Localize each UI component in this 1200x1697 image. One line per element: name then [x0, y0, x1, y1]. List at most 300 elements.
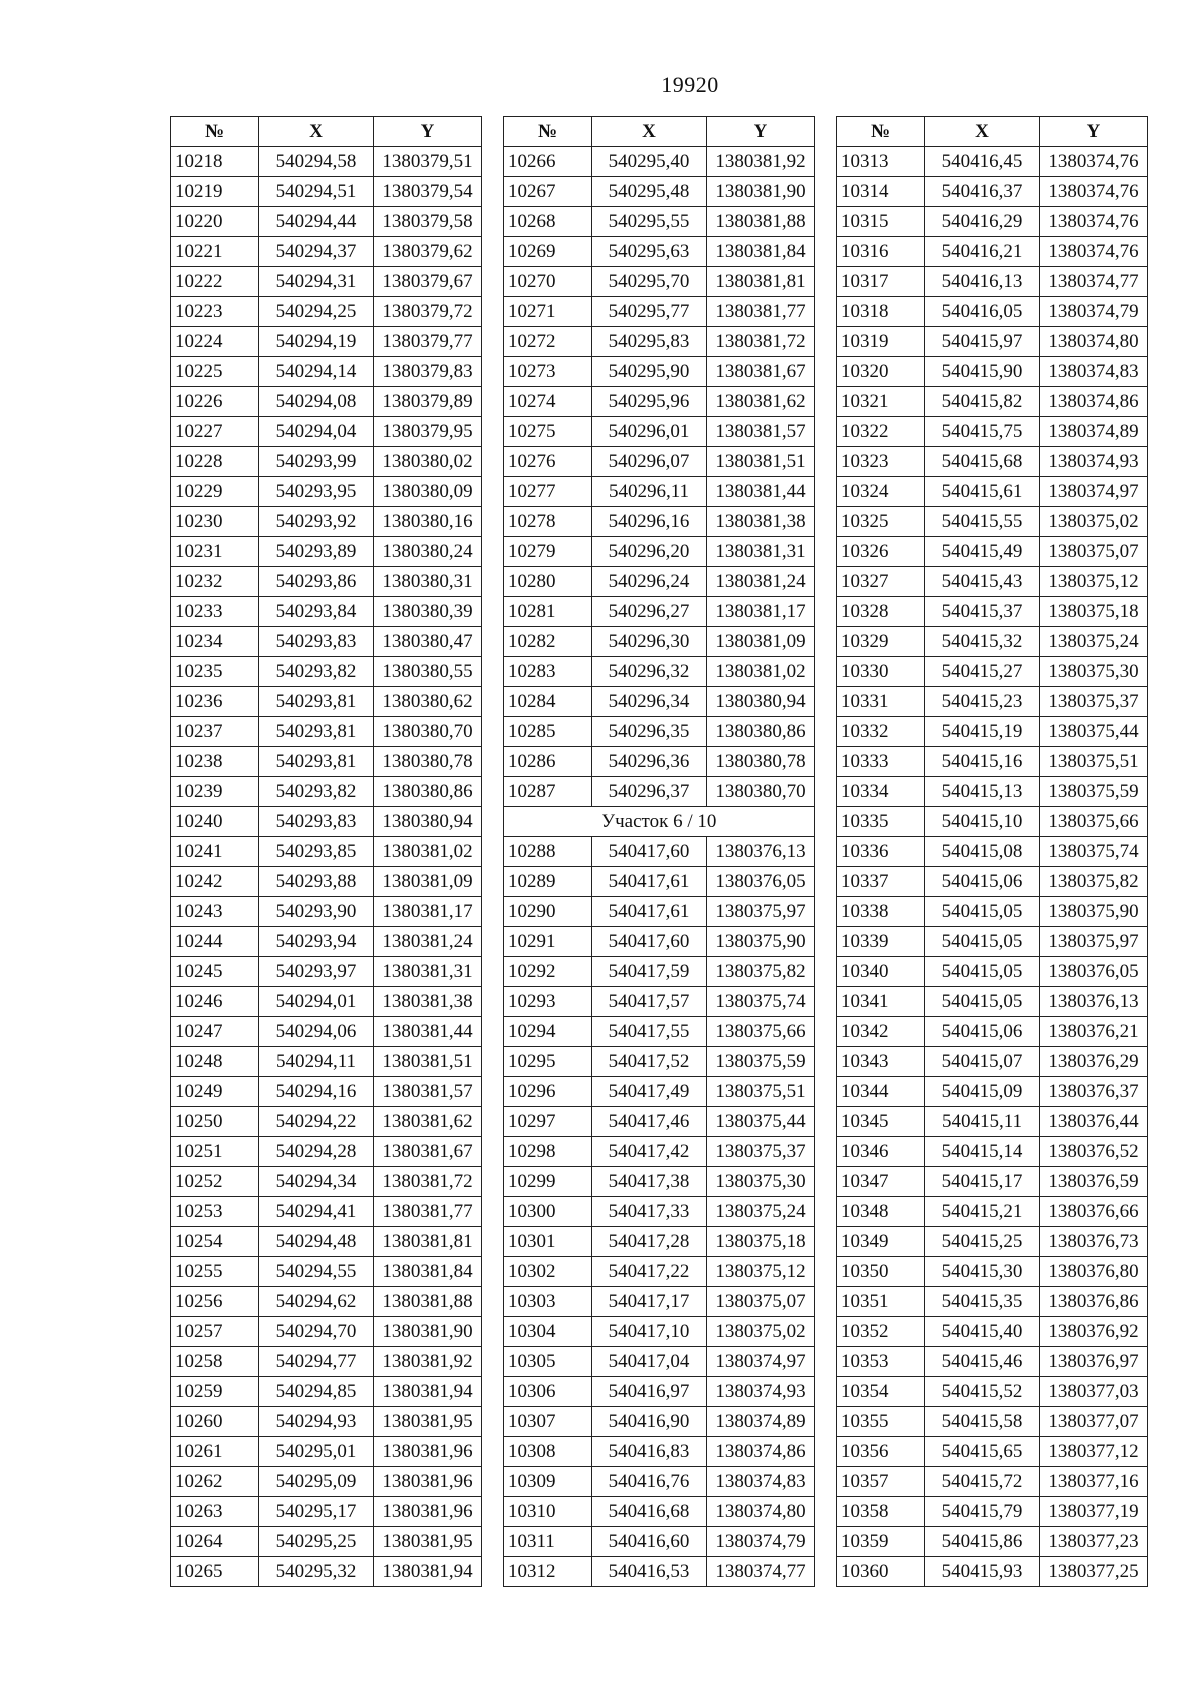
y-coordinate-cell: 1380375,37: [1040, 687, 1148, 717]
x-coordinate-cell: 540415,14: [925, 1137, 1040, 1167]
y-coordinate-cell: 1380381,51: [707, 447, 815, 477]
y-coordinate-cell: 1380381,94: [374, 1377, 482, 1407]
table-row: [837, 387, 1148, 417]
table-row: [504, 297, 815, 327]
x-coordinate-cell: 540417,61: [592, 897, 707, 927]
x-coordinate-cell: 540415,72: [925, 1467, 1040, 1497]
table-row: [837, 1077, 1148, 1107]
table-row: [837, 417, 1148, 447]
point-number-cell: 10253: [171, 1197, 259, 1227]
x-coordinate-cell: 540415,43: [925, 567, 1040, 597]
x-coordinate-cell: 540415,86: [925, 1527, 1040, 1557]
y-coordinate-cell: 1380376,44: [1040, 1107, 1148, 1137]
x-coordinate-cell: 540416,83: [592, 1437, 707, 1467]
table-row: [171, 747, 482, 777]
table-row: [171, 957, 482, 987]
x-coordinate-cell: 540294,77: [259, 1347, 374, 1377]
table-row: [171, 267, 482, 297]
x-coordinate-cell: 540416,97: [592, 1377, 707, 1407]
x-coordinate-cell: 540415,55: [925, 507, 1040, 537]
point-number-cell: 10236: [171, 687, 259, 717]
x-coordinate-cell: 540295,55: [592, 207, 707, 237]
x-coordinate-cell: 540293,86: [259, 567, 374, 597]
point-number-cell: 10266: [504, 147, 592, 177]
table-row: [837, 807, 1148, 837]
y-coordinate-cell: 1380375,30: [707, 1167, 815, 1197]
x-coordinate-cell: 540417,61: [592, 867, 707, 897]
y-coordinate-cell: 1380376,73: [1040, 1227, 1148, 1257]
point-number-cell: 10307: [504, 1407, 592, 1437]
y-coordinate-cell: 1380377,23: [1040, 1527, 1148, 1557]
x-coordinate-cell: 540415,19: [925, 717, 1040, 747]
y-coordinate-cell: 1380375,51: [1040, 747, 1148, 777]
x-coordinate-cell: 540293,81: [259, 747, 374, 777]
x-coordinate-cell: 540416,45: [925, 147, 1040, 177]
y-coordinate-cell: 1380376,05: [1040, 957, 1148, 987]
point-number-cell: 10289: [504, 867, 592, 897]
table-row: [837, 1017, 1148, 1047]
table-row: [171, 837, 482, 867]
y-coordinate-cell: 1380381,67: [374, 1137, 482, 1167]
table-row: [837, 537, 1148, 567]
x-coordinate-cell: 540415,05: [925, 897, 1040, 927]
table-body: [504, 147, 815, 1587]
point-number-cell: 10218: [171, 147, 259, 177]
point-number-cell: 10301: [504, 1227, 592, 1257]
point-number-cell: 10255: [171, 1257, 259, 1287]
table-row: [171, 1167, 482, 1197]
x-coordinate-cell: 540295,83: [592, 327, 707, 357]
y-coordinate-cell: 1380375,90: [707, 927, 815, 957]
table-row: [504, 687, 815, 717]
x-coordinate-cell: 540296,07: [592, 447, 707, 477]
x-coordinate-cell: 540294,04: [259, 417, 374, 447]
x-coordinate-cell: 540293,81: [259, 717, 374, 747]
x-coordinate-cell: 540296,20: [592, 537, 707, 567]
y-coordinate-cell: 1380375,44: [1040, 717, 1148, 747]
x-coordinate-cell: 540415,90: [925, 357, 1040, 387]
table-row: [837, 987, 1148, 1017]
table-row: [504, 327, 815, 357]
table-row: [171, 237, 482, 267]
point-number-cell: 10353: [837, 1347, 925, 1377]
point-number-cell: 10334: [837, 777, 925, 807]
y-coordinate-cell: 1380381,77: [707, 297, 815, 327]
point-number-cell: 10351: [837, 1287, 925, 1317]
point-number-cell: 10296: [504, 1077, 592, 1107]
table-row: [504, 447, 815, 477]
point-number-cell: 10222: [171, 267, 259, 297]
point-number-cell: 10283: [504, 657, 592, 687]
table-row: [504, 267, 815, 297]
x-coordinate-cell: 540415,27: [925, 657, 1040, 687]
x-coordinate-cell: 540293,85: [259, 837, 374, 867]
table-row: [837, 1527, 1148, 1557]
y-coordinate-cell: 1380375,66: [1040, 807, 1148, 837]
x-coordinate-cell: 540294,62: [259, 1287, 374, 1317]
x-coordinate-cell: 540293,81: [259, 687, 374, 717]
point-number-cell: 10238: [171, 747, 259, 777]
table-header-row: [837, 117, 1148, 147]
table-row: [504, 597, 815, 627]
table-row: [171, 447, 482, 477]
coordinates-table-2: [503, 116, 815, 1587]
y-coordinate-cell: 1380375,18: [1040, 597, 1148, 627]
x-coordinate-cell: 540415,09: [925, 1077, 1040, 1107]
table-row: [837, 897, 1148, 927]
point-number-cell: 10241: [171, 837, 259, 867]
table-row: [171, 1407, 482, 1437]
x-coordinate-cell: 540415,10: [925, 807, 1040, 837]
header-y: Y: [374, 117, 482, 147]
table-row: [504, 987, 815, 1017]
point-number-cell: 10321: [837, 387, 925, 417]
table-row: [837, 507, 1148, 537]
table-row: [837, 717, 1148, 747]
table-row: [171, 657, 482, 687]
table-row: [504, 1077, 815, 1107]
y-coordinate-cell: 1380374,76: [1040, 207, 1148, 237]
table-row: [504, 957, 815, 987]
x-coordinate-cell: 540415,08: [925, 837, 1040, 867]
point-number-cell: 10341: [837, 987, 925, 1017]
x-coordinate-cell: 540295,96: [592, 387, 707, 417]
x-coordinate-cell: 540294,14: [259, 357, 374, 387]
point-number-cell: 10247: [171, 1017, 259, 1047]
header-number: №: [837, 117, 925, 147]
point-number-cell: 10327: [837, 567, 925, 597]
x-coordinate-cell: 540293,94: [259, 927, 374, 957]
table-row: [837, 1137, 1148, 1167]
point-number-cell: 10339: [837, 927, 925, 957]
point-number-cell: 10271: [504, 297, 592, 327]
point-number-cell: 10292: [504, 957, 592, 987]
y-coordinate-cell: 1380376,86: [1040, 1287, 1148, 1317]
point-number-cell: 10312: [504, 1557, 592, 1587]
table-row: [171, 1197, 482, 1227]
point-number-cell: 10239: [171, 777, 259, 807]
x-coordinate-cell: 540295,25: [259, 1527, 374, 1557]
y-coordinate-cell: 1380376,13: [1040, 987, 1148, 1017]
table-row: [504, 567, 815, 597]
x-coordinate-cell: 540417,10: [592, 1317, 707, 1347]
x-coordinate-cell: 540415,07: [925, 1047, 1040, 1077]
point-number-cell: 10360: [837, 1557, 925, 1587]
x-coordinate-cell: 540416,68: [592, 1497, 707, 1527]
x-coordinate-cell: 540293,82: [259, 657, 374, 687]
y-coordinate-cell: 1380374,79: [707, 1527, 815, 1557]
y-coordinate-cell: 1380379,67: [374, 267, 482, 297]
y-coordinate-cell: 1380376,52: [1040, 1137, 1148, 1167]
x-coordinate-cell: 540293,82: [259, 777, 374, 807]
x-coordinate-cell: 540417,60: [592, 837, 707, 867]
x-coordinate-cell: 540416,05: [925, 297, 1040, 327]
y-coordinate-cell: 1380381,96: [374, 1437, 482, 1467]
table-row: [504, 1107, 815, 1137]
point-number-cell: 10306: [504, 1377, 592, 1407]
table-row: [171, 597, 482, 627]
y-coordinate-cell: 1380381,38: [707, 507, 815, 537]
point-number-cell: 10344: [837, 1077, 925, 1107]
table-row: [504, 1227, 815, 1257]
point-number-cell: 10285: [504, 717, 592, 747]
point-number-cell: 10329: [837, 627, 925, 657]
x-coordinate-cell: 540415,68: [925, 447, 1040, 477]
table-row: [171, 627, 482, 657]
point-number-cell: 10320: [837, 357, 925, 387]
table-row: [504, 627, 815, 657]
y-coordinate-cell: 1380376,29: [1040, 1047, 1148, 1077]
table-row: [837, 1197, 1148, 1227]
x-coordinate-cell: 540293,99: [259, 447, 374, 477]
point-number-cell: 10293: [504, 987, 592, 1017]
point-number-cell: 10244: [171, 927, 259, 957]
point-number-cell: 10311: [504, 1527, 592, 1557]
x-coordinate-cell: 540416,13: [925, 267, 1040, 297]
header-x: X: [592, 117, 707, 147]
x-coordinate-cell: 540417,57: [592, 987, 707, 1017]
x-coordinate-cell: 540417,28: [592, 1227, 707, 1257]
table-row: [171, 207, 482, 237]
y-coordinate-cell: 1380375,97: [1040, 927, 1148, 957]
x-coordinate-cell: 540294,06: [259, 1017, 374, 1047]
y-coordinate-cell: 1380381,02: [374, 837, 482, 867]
table-row: [171, 387, 482, 417]
table-row: [504, 477, 815, 507]
table-row: [171, 1557, 482, 1587]
x-coordinate-cell: 540415,30: [925, 1257, 1040, 1287]
x-coordinate-cell: 540417,42: [592, 1137, 707, 1167]
x-coordinate-cell: 540296,37: [592, 777, 707, 807]
y-coordinate-cell: 1380376,66: [1040, 1197, 1148, 1227]
y-coordinate-cell: 1380375,82: [1040, 867, 1148, 897]
x-coordinate-cell: 540416,29: [925, 207, 1040, 237]
y-coordinate-cell: 1380380,62: [374, 687, 482, 717]
table-row: [171, 1017, 482, 1047]
point-number-cell: 10264: [171, 1527, 259, 1557]
x-coordinate-cell: 540293,83: [259, 627, 374, 657]
point-number-cell: 10228: [171, 447, 259, 477]
point-number-cell: 10337: [837, 867, 925, 897]
table-row: [171, 1467, 482, 1497]
y-coordinate-cell: 1380375,02: [1040, 507, 1148, 537]
y-coordinate-cell: 1380377,19: [1040, 1497, 1148, 1527]
y-coordinate-cell: 1380381,17: [707, 597, 815, 627]
point-number-cell: 10259: [171, 1377, 259, 1407]
y-coordinate-cell: 1380381,96: [374, 1467, 482, 1497]
point-number-cell: 10346: [837, 1137, 925, 1167]
table-row: [504, 1317, 815, 1347]
point-number-cell: 10297: [504, 1107, 592, 1137]
table-row: [504, 1407, 815, 1437]
point-number-cell: 10242: [171, 867, 259, 897]
point-number-cell: 10250: [171, 1107, 259, 1137]
point-number-cell: 10294: [504, 1017, 592, 1047]
point-number-cell: 10243: [171, 897, 259, 927]
x-coordinate-cell: 540296,24: [592, 567, 707, 597]
point-number-cell: 10352: [837, 1317, 925, 1347]
point-number-cell: 10359: [837, 1527, 925, 1557]
table-row: [171, 1347, 482, 1377]
header-y: Y: [707, 117, 815, 147]
table-row: [837, 447, 1148, 477]
point-number-cell: 10358: [837, 1497, 925, 1527]
x-coordinate-cell: 540415,23: [925, 687, 1040, 717]
y-coordinate-cell: 1380376,59: [1040, 1167, 1148, 1197]
y-coordinate-cell: 1380377,16: [1040, 1467, 1148, 1497]
table-row: [837, 177, 1148, 207]
table-row: [837, 267, 1148, 297]
y-coordinate-cell: 1380381,90: [707, 177, 815, 207]
table-row: [837, 207, 1148, 237]
point-number-cell: 10224: [171, 327, 259, 357]
y-coordinate-cell: 1380374,77: [707, 1557, 815, 1587]
point-number-cell: 10340: [837, 957, 925, 987]
table-row: [171, 717, 482, 747]
point-number-cell: 10299: [504, 1167, 592, 1197]
y-coordinate-cell: 1380377,12: [1040, 1437, 1148, 1467]
x-coordinate-cell: 540294,31: [259, 267, 374, 297]
y-coordinate-cell: 1380381,88: [374, 1287, 482, 1317]
header-number: №: [171, 117, 259, 147]
y-coordinate-cell: 1380375,07: [707, 1287, 815, 1317]
table-row: [171, 507, 482, 537]
x-coordinate-cell: 540417,04: [592, 1347, 707, 1377]
point-number-cell: 10223: [171, 297, 259, 327]
table-row: [504, 417, 815, 447]
x-coordinate-cell: 540294,51: [259, 177, 374, 207]
table-row: [504, 1047, 815, 1077]
point-number-cell: 10281: [504, 597, 592, 627]
point-number-cell: 10265: [171, 1557, 259, 1587]
header-y: Y: [1040, 117, 1148, 147]
y-coordinate-cell: 1380381,24: [374, 927, 482, 957]
x-coordinate-cell: 540295,77: [592, 297, 707, 327]
point-number-cell: 10256: [171, 1287, 259, 1317]
point-number-cell: 10272: [504, 327, 592, 357]
y-coordinate-cell: 1380374,76: [1040, 177, 1148, 207]
y-coordinate-cell: 1380375,02: [707, 1317, 815, 1347]
y-coordinate-cell: 1380375,74: [1040, 837, 1148, 867]
point-number-cell: 10308: [504, 1437, 592, 1467]
point-number-cell: 10277: [504, 477, 592, 507]
y-coordinate-cell: 1380380,24: [374, 537, 482, 567]
point-number-cell: 10270: [504, 267, 592, 297]
table-row: [504, 1527, 815, 1557]
y-coordinate-cell: 1380376,80: [1040, 1257, 1148, 1287]
table-row: [171, 1257, 482, 1287]
table-body: [837, 147, 1148, 1587]
point-number-cell: 10226: [171, 387, 259, 417]
point-number-cell: 10325: [837, 507, 925, 537]
y-coordinate-cell: 1380375,66: [707, 1017, 815, 1047]
x-coordinate-cell: 540415,32: [925, 627, 1040, 657]
y-coordinate-cell: 1380376,97: [1040, 1347, 1148, 1377]
table-row: [837, 1317, 1148, 1347]
y-coordinate-cell: 1380380,78: [707, 747, 815, 777]
y-coordinate-cell: 1380374,93: [1040, 447, 1148, 477]
x-coordinate-cell: 540295,32: [259, 1557, 374, 1587]
x-coordinate-cell: 540417,52: [592, 1047, 707, 1077]
x-coordinate-cell: 540295,90: [592, 357, 707, 387]
table-row: [504, 837, 815, 867]
point-number-cell: 10263: [171, 1497, 259, 1527]
table-row: [171, 987, 482, 1017]
table-row: [504, 657, 815, 687]
y-coordinate-cell: 1380379,72: [374, 297, 482, 327]
coordinates-table-3: [836, 116, 1148, 1587]
point-number-cell: 10305: [504, 1347, 592, 1377]
x-coordinate-cell: 540296,32: [592, 657, 707, 687]
y-coordinate-cell: 1380381,31: [707, 537, 815, 567]
page-number: 19920: [661, 72, 719, 97]
table-row: [504, 1437, 815, 1467]
x-coordinate-cell: 540295,17: [259, 1497, 374, 1527]
y-coordinate-cell: 1380381,84: [374, 1257, 482, 1287]
table-row: [171, 537, 482, 567]
y-coordinate-cell: 1380381,72: [374, 1167, 482, 1197]
table-row: [504, 177, 815, 207]
point-number-cell: 10313: [837, 147, 925, 177]
point-number-cell: 10235: [171, 657, 259, 687]
y-coordinate-cell: 1380381,44: [707, 477, 815, 507]
y-coordinate-cell: 1380381,92: [374, 1347, 482, 1377]
y-coordinate-cell: 1380381,81: [707, 267, 815, 297]
point-number-cell: 10309: [504, 1467, 592, 1497]
x-coordinate-cell: 540294,48: [259, 1227, 374, 1257]
point-number-cell: 10258: [171, 1347, 259, 1377]
x-coordinate-cell: 540293,84: [259, 597, 374, 627]
table-row: [837, 927, 1148, 957]
x-coordinate-cell: 540294,11: [259, 1047, 374, 1077]
x-coordinate-cell: 540294,85: [259, 1377, 374, 1407]
y-coordinate-cell: 1380381,72: [707, 327, 815, 357]
table-row: [837, 327, 1148, 357]
point-number-cell: 10284: [504, 687, 592, 717]
y-coordinate-cell: 1380375,30: [1040, 657, 1148, 687]
header-number: №: [504, 117, 592, 147]
y-coordinate-cell: 1380376,92: [1040, 1317, 1148, 1347]
x-coordinate-cell: 540417,49: [592, 1077, 707, 1107]
x-coordinate-cell: 540417,60: [592, 927, 707, 957]
table-row: [837, 1557, 1148, 1587]
x-coordinate-cell: 540415,46: [925, 1347, 1040, 1377]
table-row: [171, 1377, 482, 1407]
point-number-cell: 10317: [837, 267, 925, 297]
table-row: [504, 507, 815, 537]
y-coordinate-cell: 1380377,07: [1040, 1407, 1148, 1437]
table-row: [171, 477, 482, 507]
table-header-row: [171, 117, 482, 147]
y-coordinate-cell: 1380380,55: [374, 657, 482, 687]
y-coordinate-cell: 1380374,89: [707, 1407, 815, 1437]
y-coordinate-cell: 1380381,51: [374, 1047, 482, 1077]
y-coordinate-cell: 1380380,78: [374, 747, 482, 777]
x-coordinate-cell: 540416,76: [592, 1467, 707, 1497]
table-row: [504, 147, 815, 177]
y-coordinate-cell: 1380381,09: [374, 867, 482, 897]
y-coordinate-cell: 1380381,57: [374, 1077, 482, 1107]
table-row: [504, 717, 815, 747]
table-row: [504, 1497, 815, 1527]
y-coordinate-cell: 1380374,80: [707, 1497, 815, 1527]
y-coordinate-cell: 1380376,13: [707, 837, 815, 867]
y-coordinate-cell: 1380374,83: [1040, 357, 1148, 387]
y-coordinate-cell: 1380381,44: [374, 1017, 482, 1047]
point-number-cell: 10319: [837, 327, 925, 357]
x-coordinate-cell: 540294,34: [259, 1167, 374, 1197]
point-number-cell: 10249: [171, 1077, 259, 1107]
